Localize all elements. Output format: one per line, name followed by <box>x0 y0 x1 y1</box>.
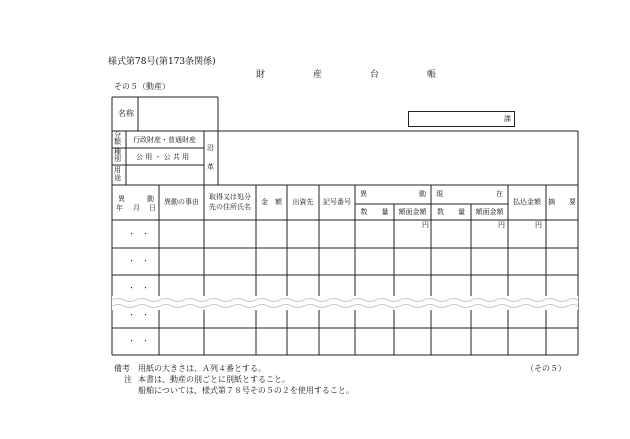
note-label: 備考 <box>114 364 130 373</box>
note-marker: 注 <box>124 375 132 384</box>
paid-amount-header: 払込金額 <box>513 198 541 206</box>
note-line-2: 本書は、動産の別ごとに別紙とすること。 <box>138 375 290 384</box>
row-2-date: ・ ・ <box>128 257 149 265</box>
page-ref: （その５） <box>526 364 566 373</box>
idou-qty-header: 数 量 <box>360 208 389 216</box>
category-label: 分類 <box>114 131 121 146</box>
history-field[interactable] <box>219 132 577 184</box>
note-line-3: 船舶については、様式第７８号その５の２を使用すること。 <box>138 386 354 395</box>
remarks-header: 摘 要 <box>548 198 576 206</box>
genzai-qty-header: 数 量 <box>437 208 465 216</box>
amount-header: 金 額 <box>261 198 282 206</box>
issuer-header: 出資先 <box>292 198 314 206</box>
date-month: 月 <box>133 204 140 212</box>
yen-unit-paid: 円 <box>535 221 542 229</box>
form-number: 様式第78号(第173条関係) <box>108 57 216 67</box>
row-1-date: ・ ・ <box>128 230 149 238</box>
date-year: 年 <box>116 204 123 212</box>
title-char-2: 産 <box>313 70 323 80</box>
idou-header-a: 異 <box>360 190 367 198</box>
yen-unit-idou: 円 <box>422 221 429 229</box>
history-label-2: 革 <box>207 163 214 171</box>
idou-header-b: 動 <box>419 190 426 198</box>
row-5-date: ・ ・ <box>128 337 149 345</box>
reg-no-header: 記号番号 <box>323 198 351 206</box>
idou-face-header: 額面金額 <box>398 208 427 216</box>
form-subtitle: その５（動産） <box>114 82 170 91</box>
acquirer-header-1: 取得又は処分 <box>209 193 251 201</box>
use-label: 用途 <box>114 166 121 182</box>
table-break <box>112 296 578 310</box>
yen-unit-genzai: 円 <box>498 221 505 229</box>
note-line-1: 用紙の大きさは、Ａ列４番とする。 <box>138 364 266 373</box>
genzai-header-a: 現 <box>436 190 443 198</box>
division-label: 課 <box>504 115 511 123</box>
use-field[interactable] <box>127 166 203 184</box>
date-day: 日 <box>149 204 156 212</box>
date-header-b: 動 <box>147 195 154 203</box>
date-header-a: 異 <box>118 195 125 203</box>
name-label: 名称 <box>118 109 134 118</box>
row-4-date: ・ ・ <box>128 311 149 319</box>
acquirer-header-2: 先の住所氏名 <box>209 203 251 211</box>
history-label-1: 沿 <box>207 144 214 152</box>
type-value: 公 用 ・ 公 共 用 <box>136 153 190 161</box>
type-label: 種別 <box>114 148 121 163</box>
name-field[interactable] <box>139 98 217 130</box>
title-char-1: 財 <box>256 70 266 80</box>
genzai-face-header: 額面金額 <box>475 208 504 216</box>
title-char-3: 台 <box>370 70 380 80</box>
category-value: 行政財産・普通財産 <box>133 136 196 144</box>
row-3-date: ・ ・ <box>128 284 149 292</box>
title-char-4: 帳 <box>427 70 437 80</box>
reason-header: 異動の事由 <box>164 198 199 206</box>
genzai-header-b: 在 <box>496 190 503 198</box>
